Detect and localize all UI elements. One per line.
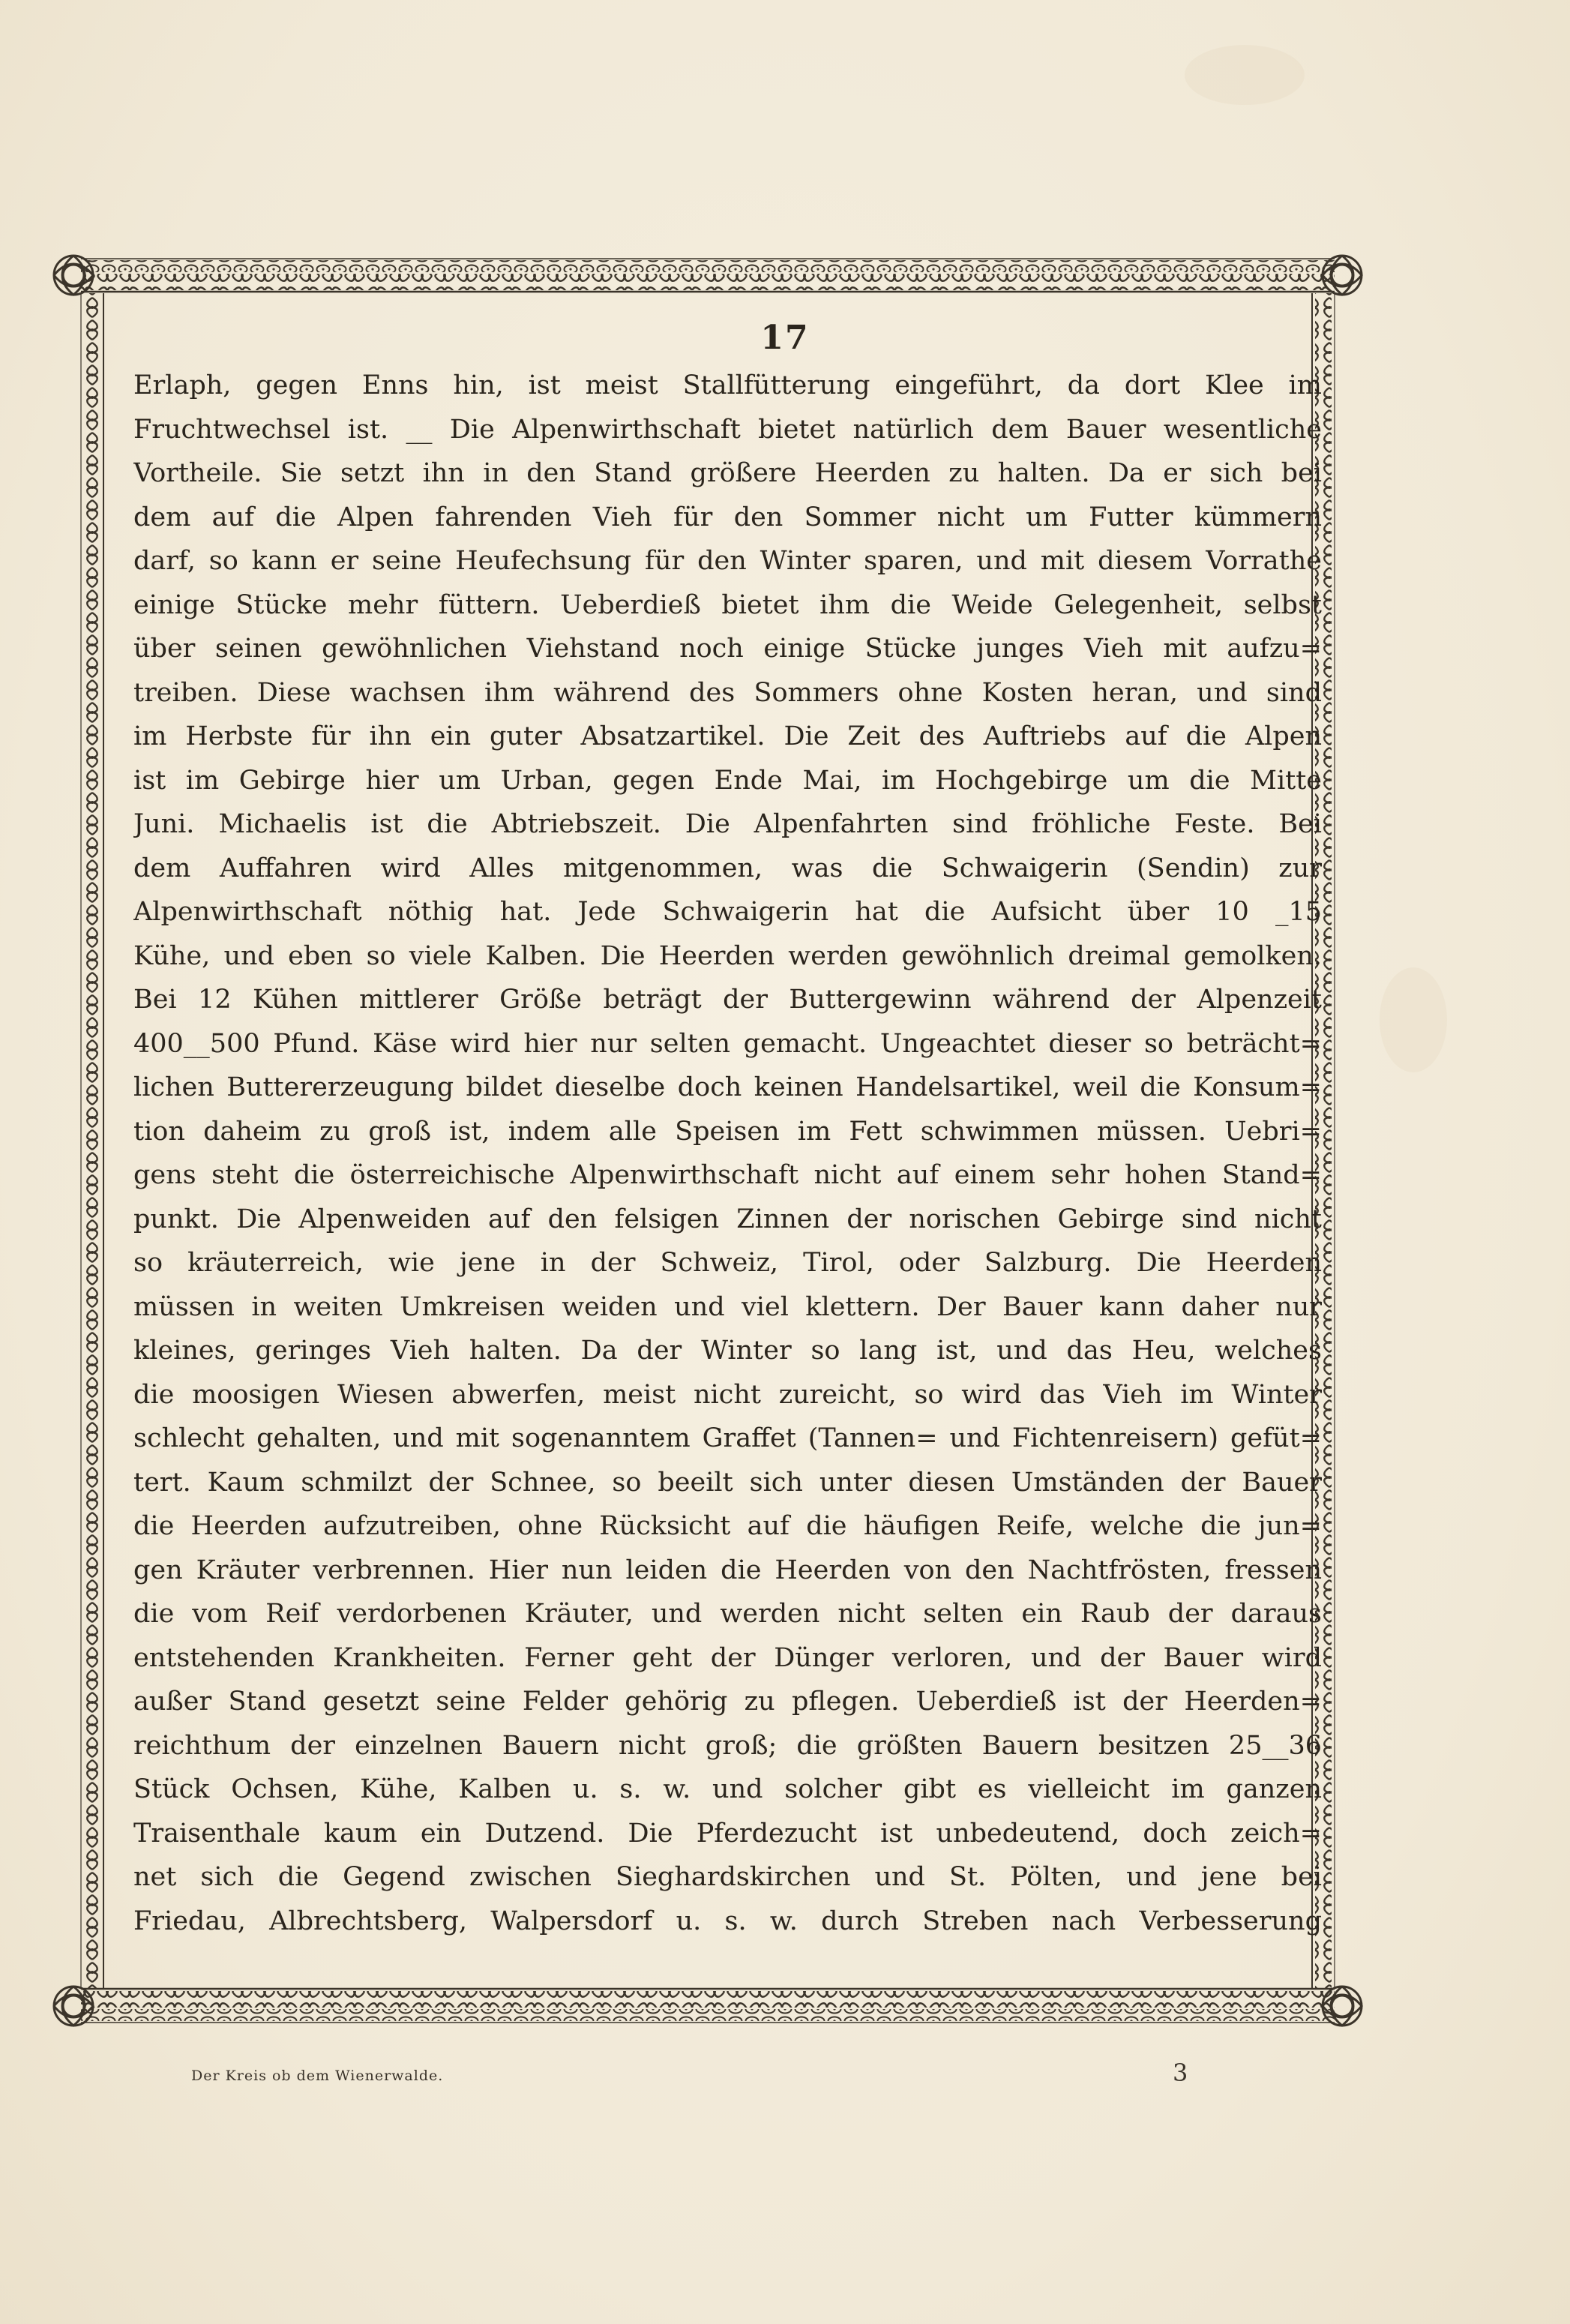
text-line: außer Stand gesetzt seine Felder gehörig zu pflegen. Ueberdieß ist der Heerden= <box>133 1687 1322 1717</box>
page-number: 17 <box>760 319 810 357</box>
text-line: schlecht gehalten, und mit sogenanntem Graffet (Tannen= und Fichtenreisern) gefüt= <box>133 1423 1322 1453</box>
text-line: lichen Buttererzeugung bildet dieselbe doch keinen Handelsartikel, weil die Konsum= <box>133 1072 1322 1102</box>
text-line: reichthum der einzelnen Bauern nicht groß; die größten Bauern besitzen 25__36 <box>133 1730 1322 1761</box>
text-line: punkt. Die Alpenweiden auf den felsigen Zinnen der norischen Gebirge sind nicht <box>133 1204 1322 1234</box>
text-line: kleines, geringes Vieh halten. Da der Winter so lang ist, und das Heu, welches <box>133 1336 1322 1366</box>
paper-stain <box>1380 967 1447 1072</box>
text-line: darf, so kann er seine Heufechsung für den Winter sparen, und mit diesem Vorrathe <box>133 546 1322 576</box>
text-line: Kühe, und eben so viele Kalben. Die Heerden werden gewöhnlich dreimal gemolken. <box>133 940 1322 971</box>
text-line: die Heerden aufzutreiben, ohne Rücksicht auf die häufigen Reife, welche die jun= <box>133 1511 1322 1541</box>
text-line: so kräuterreich, wie jene in der Schweiz, Tirol, oder Salzburg. Die Heerden <box>133 1248 1322 1278</box>
text-line: Friedau, Albrechtsberg, Walpersdorf u. s. w. durch Streben nach Verbesserung <box>133 1906 1322 1936</box>
text-line: im Herbste für ihn ein guter Absatzartikel. Die Zeit des Auftriebs auf die Alpen <box>133 721 1322 751</box>
text-line: gens steht die österreichische Alpenwirthschaft nicht auf einem sehr hohen Stand= <box>133 1160 1322 1190</box>
text-line: Alpenwirthschaft nöthig hat. Jede Schwaigerin hat die Aufsicht über 10 _15 <box>133 897 1322 927</box>
text-line: müssen in weiten Umkreisen weiden und viel klettern. Der Bauer kann daher nur <box>133 1291 1322 1322</box>
text-line: die vom Reif verdorbenen Kräuter, und werden nicht selten ein Raub der daraus <box>133 1599 1322 1629</box>
text-line: über seinen gewöhnlichen Viehstand noch einige Stücke junges Vieh mit aufzu= <box>133 634 1322 664</box>
text-line: dem Auffahren wird Alles mitgenommen, was die Schwaigerin (Sendin) zur <box>133 853 1322 883</box>
text-line: ist im Gebirge hier um Urban, gegen Ende Mai, im Hochgebirge um die Mitte <box>133 765 1322 796</box>
text-line: Stück Ochsen, Kühe, Kalben u. s. w. und solcher gibt es vielleicht im ganzen <box>133 1774 1322 1804</box>
text-line: Traisenthale kaum ein Dutzend. Die Pferdezucht ist unbedeutend, doch zeich= <box>133 1818 1322 1849</box>
text-line: 400__500 Pfund. Käse wird hier nur selten gemacht. Ungeachtet dieser so beträcht= <box>133 1028 1322 1059</box>
text-line: gen Kräuter verbrennen. Hier nun leiden die Heerden von den Nachtfrösten, fressen <box>133 1555 1322 1585</box>
footer-sheet-number: 3 <box>1173 2059 1188 2087</box>
text-line: Fruchtwechsel ist. __ Die Alpenwirthschaft bietet natürlich dem Bauer wesentliche <box>133 414 1322 445</box>
footer-signature: Der Kreis ob dem Wienerwalde. <box>191 2068 444 2084</box>
text-line: entstehenden Krankheiten. Ferner geht der Dünger verloren, und der Bauer wird <box>133 1642 1322 1673</box>
text-line: Juni. Michaelis ist die Abtriebszeit. Die Alpenfahrten sind fröhliche Feste. Bei <box>133 809 1322 839</box>
text-line: net sich die Gegend zwischen Sieghardskirchen und St. Pölten, und jene bei <box>133 1862 1322 1892</box>
text-line: dem auf die Alpen fahrenden Vieh für den Sommer nicht um Futter kümmern <box>133 502 1322 532</box>
text-line: treiben. Diese wachsen ihm während des Sommers ohne Kosten heran, und sind <box>133 677 1322 708</box>
text-line: Vortheile. Sie setzt ihn in den Stand größere Heerden zu halten. Da er sich bei <box>133 458 1322 488</box>
text-line: tion daheim zu groß ist, indem alle Speisen im Fett schwimmen müssen. Uebri= <box>133 1116 1322 1147</box>
text-line: die moosigen Wiesen abwerfen, meist nicht zureicht, so wird das Vieh im Winter <box>133 1379 1322 1410</box>
text-line: Erlaph, gegen Enns hin, ist meist Stallfütterung eingeführt, da dort Klee im <box>133 370 1322 400</box>
text-line: tert. Kaum schmilzt der Schnee, so beeilt sich unter diesen Umständen der Bauer <box>133 1467 1322 1498</box>
text-line: Bei 12 Kühen mittlerer Größe beträgt der Buttergewinn während der Alpenzeit <box>133 985 1322 1015</box>
paper-stain <box>1185 45 1305 105</box>
body-text <box>133 364 1322 1943</box>
text-line: einige Stücke mehr füttern. Ueberdieß bietet ihm die Weide Gelegenheit, selbst <box>133 589 1322 620</box>
